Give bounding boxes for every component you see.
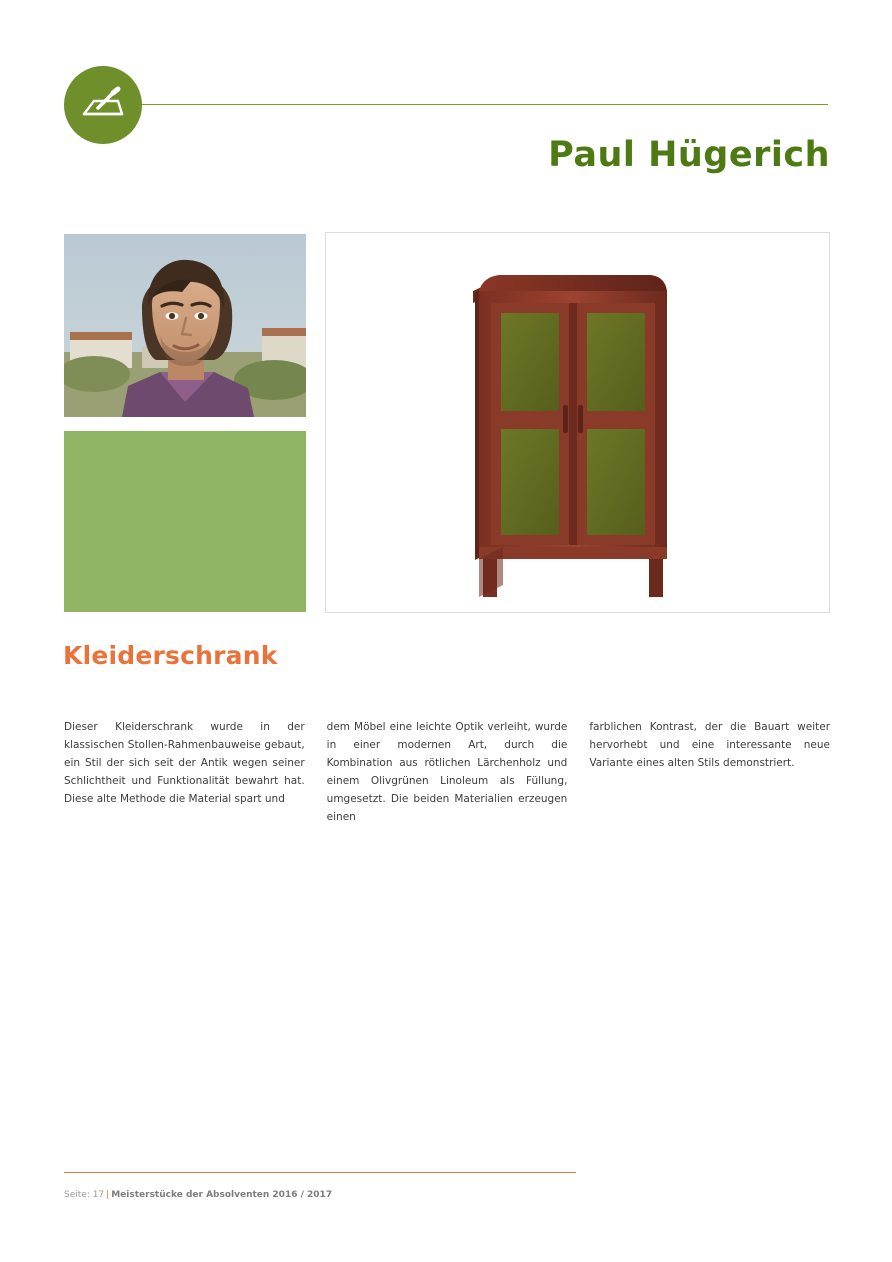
body-column-2 bbox=[327, 718, 568, 826]
footer-publication: Meisterstücke der Absolventen 2016 / 2017 bbox=[111, 1190, 333, 1200]
body-paragraph: dem Möbel eine leichte Optik verleiht, wurde in einer modernen Art, durch die Kombination aus rötlichen Lärchenholz und einem Olivgrünen Linoleum als Füllung, umgesetzt. Die beiden Materialien erzeugen einen bbox=[326, 721, 568, 824]
work-title: Kleiderschrank bbox=[63, 641, 278, 670]
page-title: Paul Hügerich bbox=[548, 135, 830, 175]
plane-woodworking-tool-icon bbox=[80, 86, 126, 124]
body-column-1 bbox=[64, 718, 305, 826]
body-column-3 bbox=[589, 718, 830, 826]
footer-divider bbox=[64, 1172, 576, 1173]
green-color-block bbox=[64, 431, 306, 612]
portrait-photo bbox=[64, 234, 306, 417]
footer-page-label: Seite: 17 bbox=[64, 1190, 105, 1200]
body-columns bbox=[64, 718, 830, 826]
footer bbox=[64, 1190, 332, 1200]
wardrobe-cabinet-illustration bbox=[326, 247, 829, 607]
logo-badge bbox=[64, 66, 142, 144]
product-image-frame bbox=[325, 232, 830, 613]
footer-separator: | bbox=[106, 1190, 110, 1200]
body-paragraph: farblichen Kontrast, der die Bauart weiter hervorhebt und eine interessante neue Variante eines alten Stils demonstriert. bbox=[589, 721, 831, 770]
header-divider bbox=[64, 104, 828, 105]
body-paragraph: Dieser Kleiderschrank wurde in der klassischen Stollen-Rahmenbauweise gebaut, ein Stil der sich seit der Antik wegen seiner Schlichtheit und Funktionalität bewahrt hat. Diese alte Methode die Material spart und bbox=[64, 721, 305, 806]
